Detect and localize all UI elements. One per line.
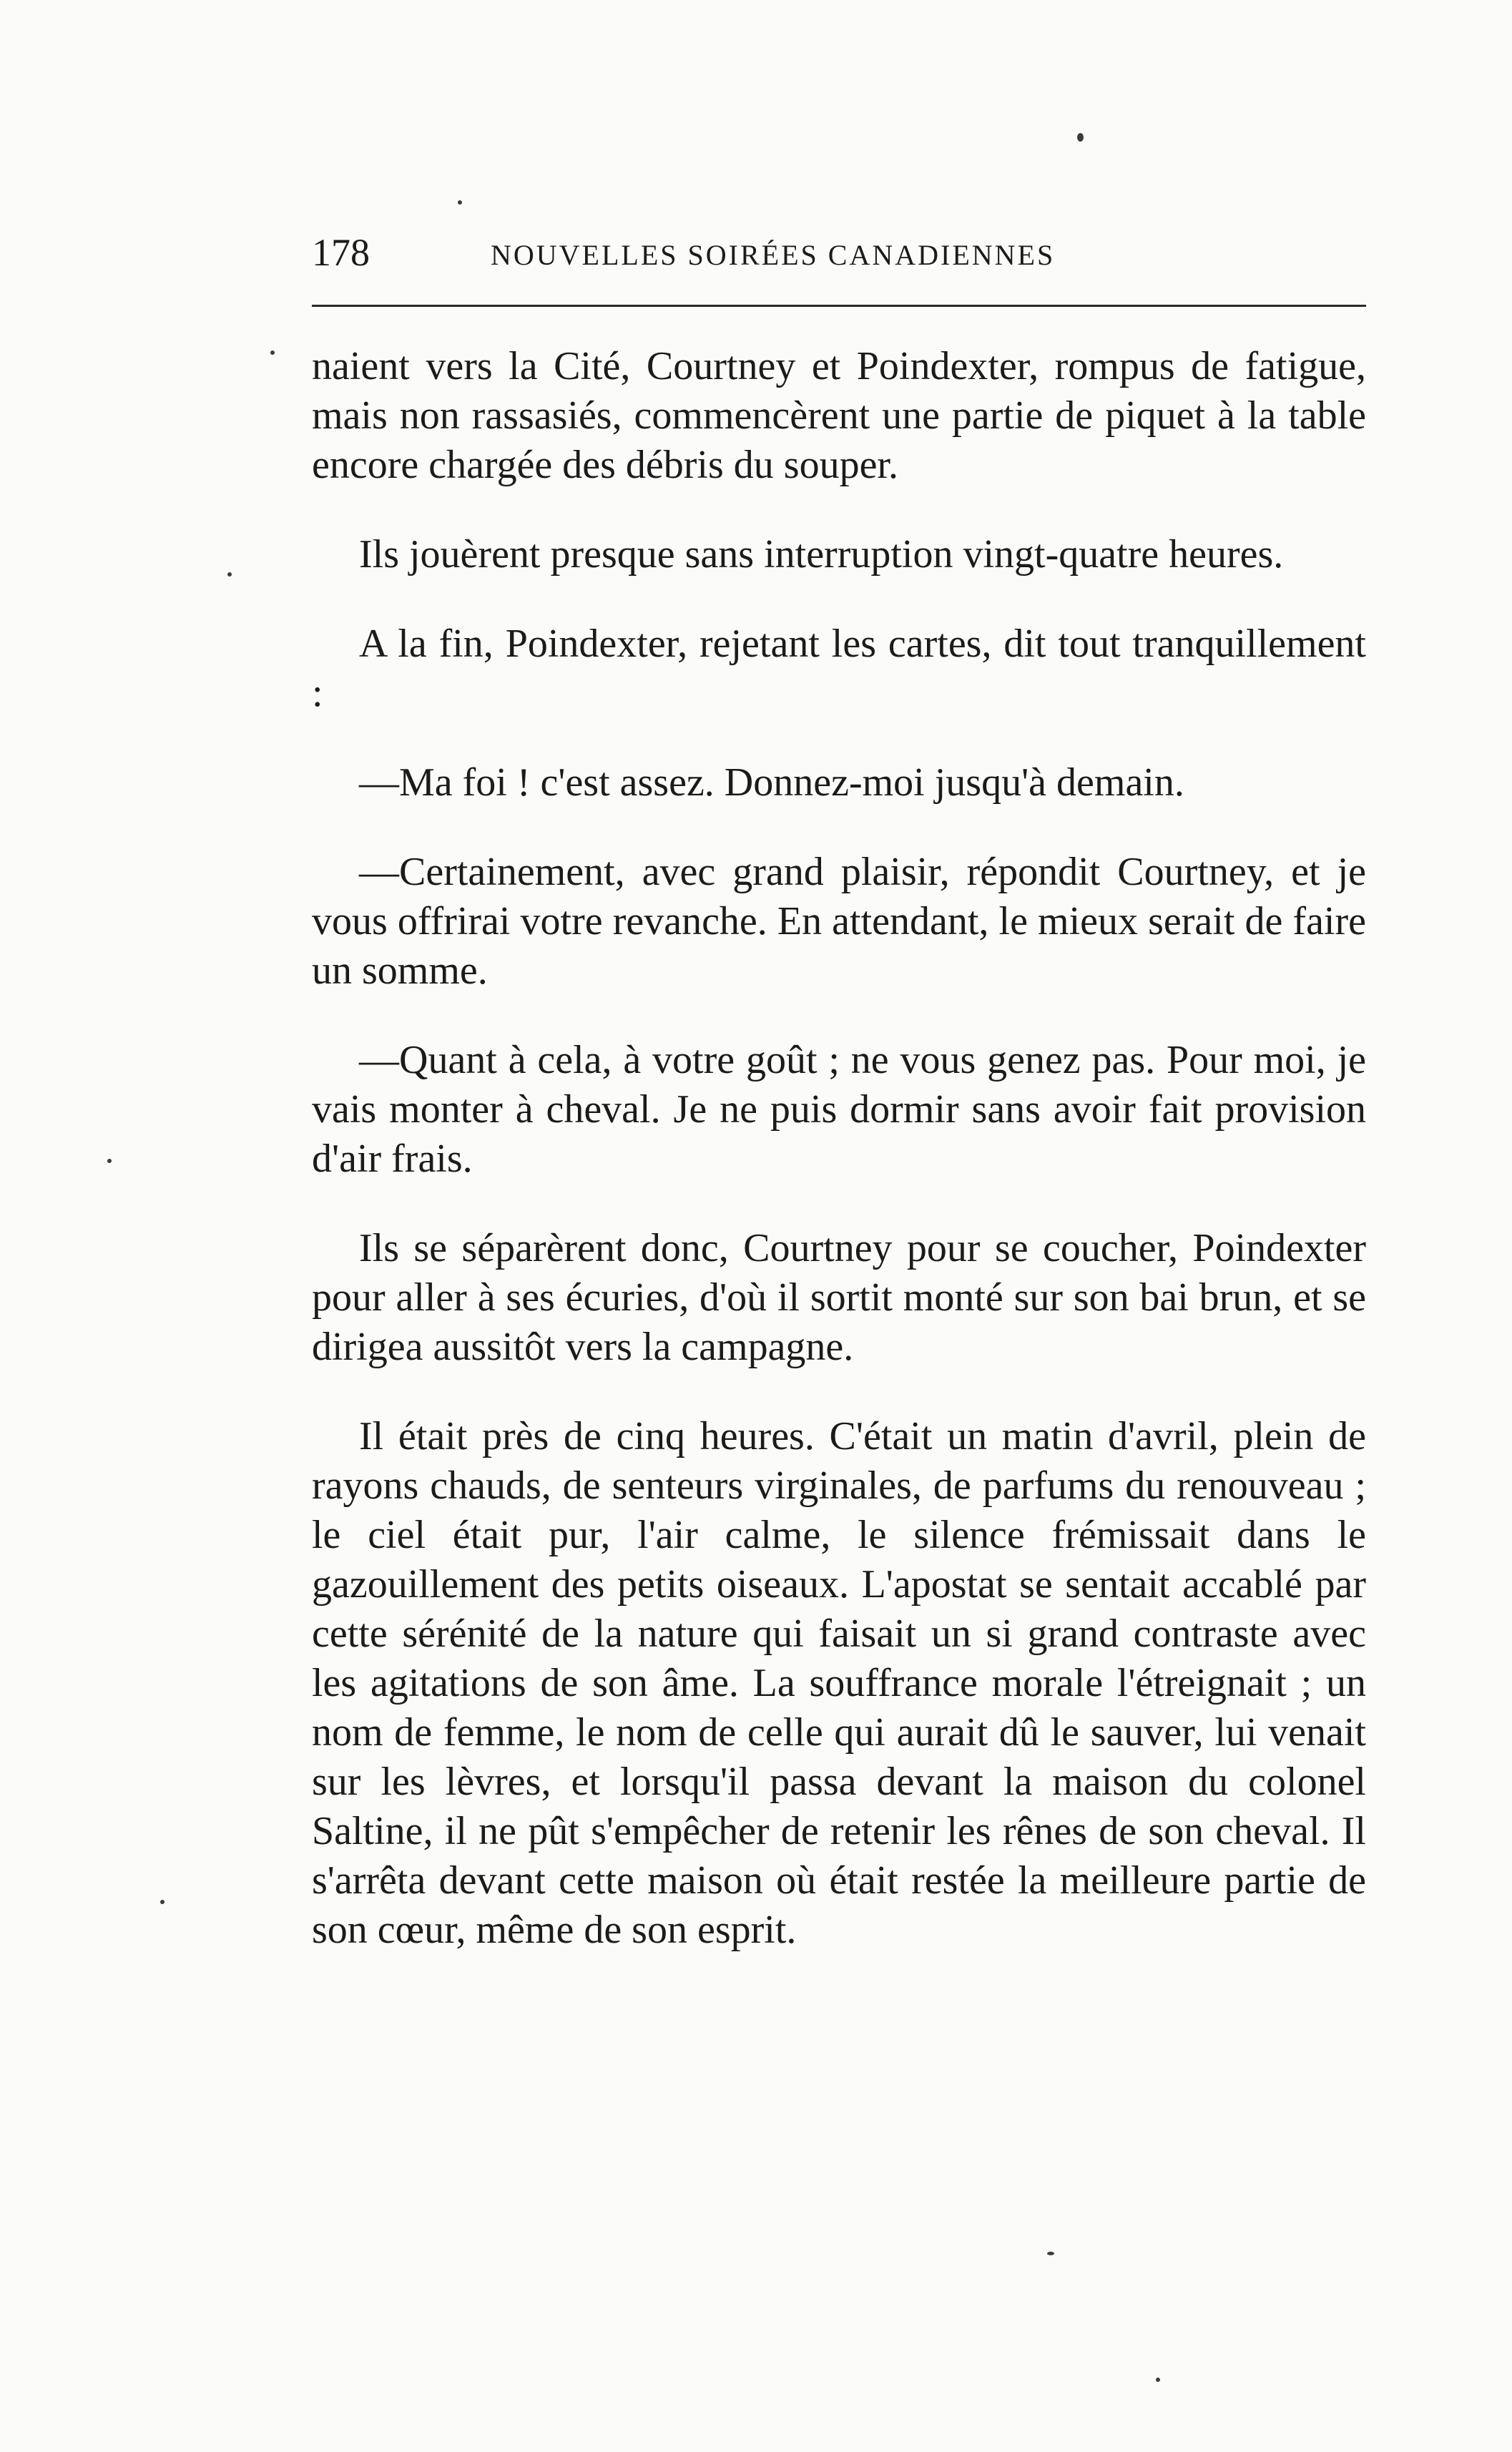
scan-speck	[1156, 2378, 1160, 2382]
scan-speck	[1077, 133, 1084, 142]
header-rule	[312, 305, 1366, 307]
dialogue-line: —Certainement, avec grand plaisir, répondit Courtney, et je vous offrirai votre revanche. En attendant, le mieux serait de faire un somme.	[312, 850, 1366, 993]
paragraph: Ils jouèrent presque sans interruption vingt-quatre heures.	[359, 532, 1284, 577]
page-number: 178	[312, 231, 370, 274]
scan-speck	[107, 1159, 112, 1163]
dialogue-line: —Quant à cela, à votre goût ; ne vous genez pas. Pour moi, je vais monter à cheval. Je ne puis dormir sans avoir fait provision d'air frais.	[312, 1038, 1366, 1181]
scan-speck	[458, 200, 462, 205]
scan-speck	[227, 572, 232, 577]
page-header	[312, 227, 1366, 278]
paragraph: Il était près de cinq heures. C'était un matin d'avril, plein de rayons chauds, de senteurs virginales, de parfums du renouveau ; le ciel était pur, l'air calme, le silence frémissait dans le gazouillement des petits oiseaux. L'apostat se sentait accablé par cette sérénité de la nature qui faisait un si grand contraste avec les agitations de son âme. La souffrance morale l'étreignait ; un nom de femme, le nom de celle qui aurait dû le sauver, lui venait sur les lèvres, et lorsqu'il passa devant la maison du colonel Saltine, il ne pût s'empêcher de retenir les rênes de son cheval. Il s'arrêta devant cette maison où était restée la meilleure partie de son cœur, même de son esprit.	[312, 1414, 1366, 1952]
running-head: NOUVELLES SOIRÉES CANADIENNES	[491, 239, 1056, 271]
paragraph: A la fin, Poindexter, rejetant les cartes, dit tout tranquillement :	[312, 622, 1366, 715]
paragraph: Ils se séparèrent donc, Courtney pour se coucher, Poindexter pour aller à ses écuries, d'où il sortit monté sur son bai brun, et se dirigea aussitôt vers la campagne.	[312, 1226, 1366, 1369]
scan-speck	[160, 1900, 165, 1904]
dialogue-line: —Ma foi ! c'est assez. Donnez-moi jusqu'à demain.	[359, 760, 1184, 805]
body-text	[312, 342, 1366, 1995]
scan-speck	[1047, 2252, 1054, 2255]
paragraph: naient vers la Cité, Courtney et Poindexter, rompus de fatigue, mais non rassasiés, commencèrent une partie de piquet à la table encore chargée des débris du souper.	[312, 344, 1366, 487]
scan-speck	[270, 350, 275, 355]
